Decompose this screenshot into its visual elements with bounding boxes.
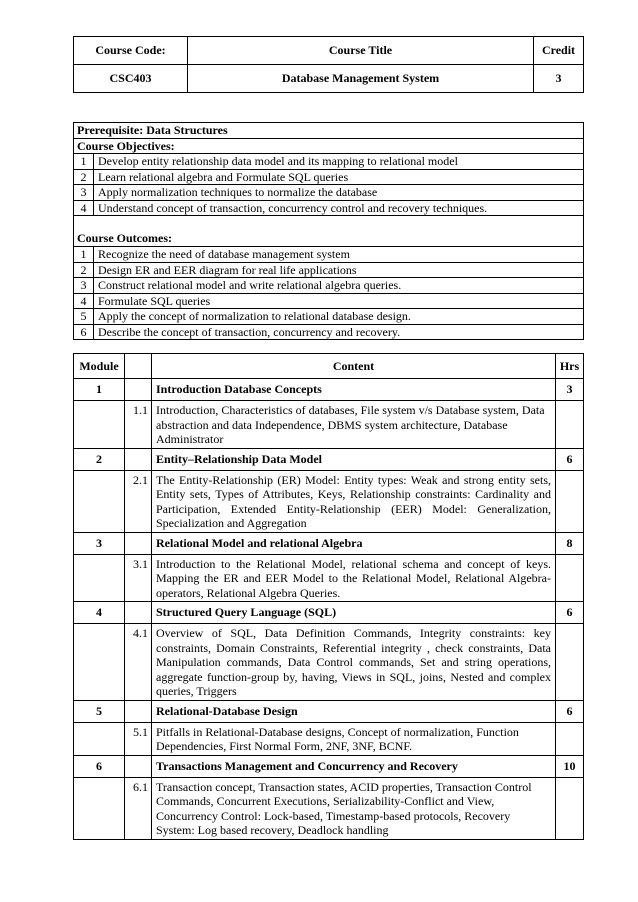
submodule-num: 5.1: [125, 722, 152, 755]
module-num: 6: [74, 755, 125, 777]
objective-num: 1: [74, 154, 94, 170]
course-header-table: [73, 36, 584, 93]
list-item: [74, 278, 584, 294]
objective-text: Learn relational algebra and Formulate SQL queries: [94, 169, 584, 185]
content-header: Content: [152, 354, 556, 379]
objective-text: Apply normalization techniques to normalize the database: [94, 185, 584, 201]
list-item: [74, 200, 584, 216]
module-row: [74, 379, 584, 401]
module-title: Structured Query Language (SQL): [152, 602, 556, 624]
submodule-num: 2.1: [125, 470, 152, 532]
course-code: CSC403: [74, 65, 188, 93]
module-num: 5: [74, 700, 125, 722]
list-item: [74, 262, 584, 278]
outcome-num: 1: [74, 247, 94, 263]
module-title: Transactions Management and Concurrency and Recovery: [152, 755, 556, 777]
submodule-row: [74, 554, 584, 602]
submodule-num: 3.1: [125, 554, 152, 602]
module-row: [74, 532, 584, 554]
list-item: [74, 247, 584, 263]
credit-value: 3: [534, 65, 584, 93]
submodule-row: [74, 624, 584, 701]
list-item: [74, 293, 584, 309]
module-title: Relational Model and relational Algebra: [152, 532, 556, 554]
submodule-num: 4.1: [125, 624, 152, 701]
module-title: Entity–Relationship Data Model: [152, 448, 556, 470]
module-hrs: 8: [556, 532, 584, 554]
module-row: [74, 700, 584, 722]
outcome-text: Describe the concept of transaction, concurrency and recovery.: [94, 324, 584, 340]
outcomes-heading: Course Outcomes:: [74, 216, 584, 247]
module-title: Relational-Database Design: [152, 700, 556, 722]
outcome-text: Apply the concept of normalization to relational database design.: [94, 309, 584, 325]
outcome-text: Design ER and EER diagram for real life applications: [94, 262, 584, 278]
outcome-text: Recognize the need of database management system: [94, 247, 584, 263]
outcome-num: 5: [74, 309, 94, 325]
list-item: [74, 185, 584, 201]
submodule-content: Transaction concept, Transaction states, ACID properties, Transaction Control Commands, Concurrent Executions, Serializability-Conflict and View, Concurrency Control: Lock-based, Timestamp-based protocols, Recovery System: Log based recovery, Deadlock handling: [152, 777, 556, 839]
submodule-row: [74, 470, 584, 532]
module-row: [74, 448, 584, 470]
submodule-row: [74, 777, 584, 839]
outcome-text: Construct relational model and write relational algebra queries.: [94, 278, 584, 294]
module-row: [74, 602, 584, 624]
module-num: 2: [74, 448, 125, 470]
module-num: 3: [74, 532, 125, 554]
submodule-content: Overview of SQL, Data Definition Commands, Integrity constraints: key constraints, Domain Constraints, Referential integrity , check constraints, Data Manipulation commands, Data Control commands, Set and string operations, aggregate function-group by, having, Views in SQL, joins, Nested and complex queries, Triggers: [152, 624, 556, 701]
objective-num: 2: [74, 169, 94, 185]
module-title: Introduction Database Concepts: [152, 379, 556, 401]
objective-num: 3: [74, 185, 94, 201]
outcome-num: 4: [74, 293, 94, 309]
course-title-label: Course Title: [188, 37, 534, 65]
hrs-header: Hrs: [556, 354, 584, 379]
module-num: 4: [74, 602, 125, 624]
module-row: [74, 755, 584, 777]
submodule-content: Introduction, Characteristics of databases, File system v/s Database system, Data abstraction and data Independence, DBMS system architecture, Database Administrator: [152, 401, 556, 449]
submodule-row: [74, 722, 584, 755]
submodule-num: 1.1: [125, 401, 152, 449]
submodule-num: 6.1: [125, 777, 152, 839]
module-hrs: 6: [556, 700, 584, 722]
module-hrs: 6: [556, 602, 584, 624]
outcome-num: 3: [74, 278, 94, 294]
module-hrs: 10: [556, 755, 584, 777]
objectives-heading: Course Objectives:: [74, 138, 584, 154]
objectives-outcomes-table: [73, 122, 584, 340]
objective-num: 4: [74, 200, 94, 216]
module-hrs: 6: [556, 448, 584, 470]
module-header: Module: [74, 354, 125, 379]
submodule-content: Introduction to the Relational Model, relational schema and concept of keys. Mapping the ER and EER Model to the Relational Model, Relational Algebra-operators, Relational Algebra Queries.: [152, 554, 556, 602]
submodule-content: The Entity-Relationship (ER) Model: Entity types: Weak and strong entity sets, Entity sets, Types of Attributes, Keys, Relationship constraints: Cardinality and Participation, Extended Entity-Relationship (EER) Model: Generalization, Specialization and Aggregation: [152, 470, 556, 532]
outcome-text: Formulate SQL queries: [94, 293, 584, 309]
objective-text: Understand concept of transaction, concurrency control and recovery techniques.: [94, 200, 584, 216]
outcome-num: 6: [74, 324, 94, 340]
syllabus-table: [73, 353, 584, 840]
list-item: [74, 154, 584, 170]
module-num: 1: [74, 379, 125, 401]
submodule-row: [74, 401, 584, 449]
course-code-label: Course Code:: [74, 37, 188, 65]
outcome-num: 2: [74, 262, 94, 278]
list-item: [74, 169, 584, 185]
prerequisite: Prerequisite: Data Structures: [74, 123, 584, 139]
module-hrs: 3: [556, 379, 584, 401]
list-item: [74, 324, 584, 340]
credit-label: Credit: [534, 37, 584, 65]
submodule-content: Pitfalls in Relational-Database designs, Concept of normalization, Function Dependencies, First Normal Form, 2NF, 3NF, BCNF.: [152, 722, 556, 755]
course-title: Database Management System: [188, 65, 534, 93]
list-item: [74, 309, 584, 325]
objective-text: Develop entity relationship data model and its mapping to relational model: [94, 154, 584, 170]
